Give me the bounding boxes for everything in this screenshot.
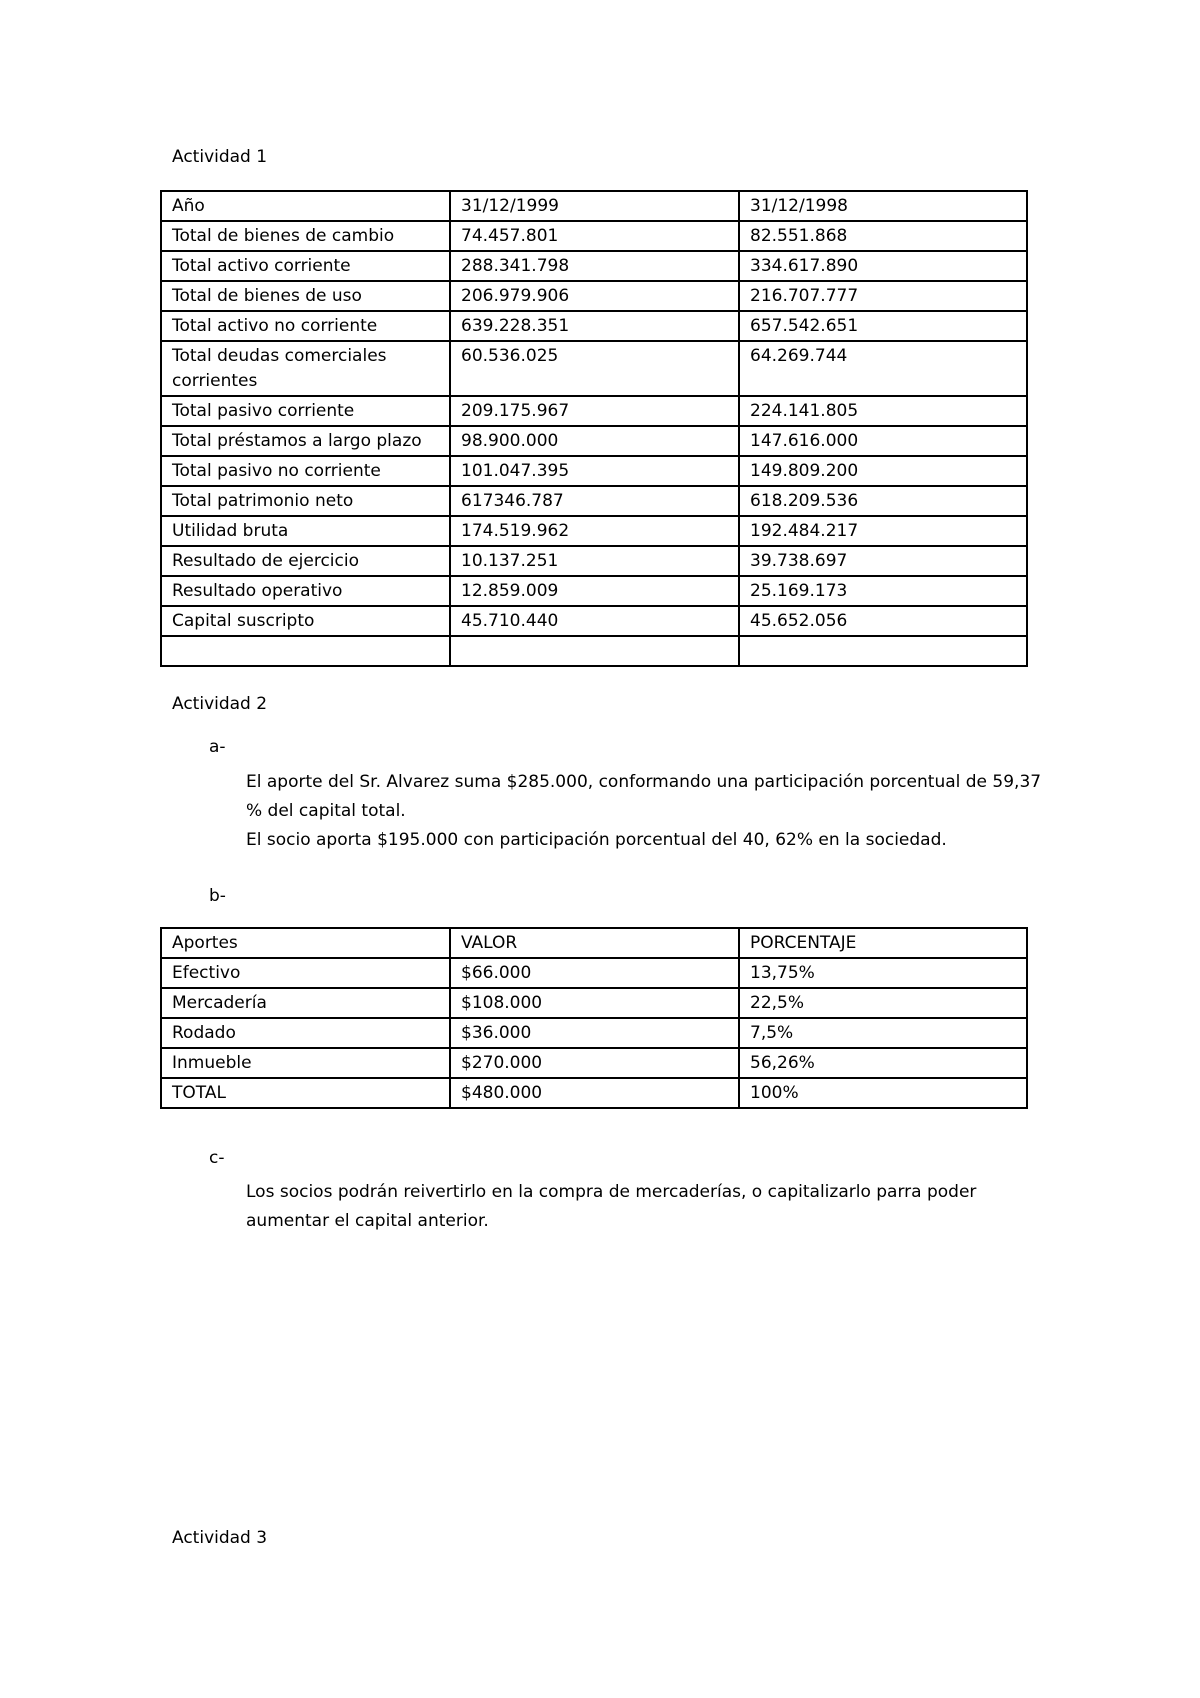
table-cell: 224.141.805 <box>739 396 1027 426</box>
table-cell <box>739 636 1027 666</box>
table-cell: Año <box>161 191 450 221</box>
table-cell: 45.652.056 <box>739 606 1027 636</box>
table-cell: 22,5% <box>739 988 1027 1018</box>
table-row <box>161 251 1027 281</box>
table-cell: 10.137.251 <box>450 546 739 576</box>
item-a-paragraph-2: El socio aporta $195.000 con participación porcentual del 40, 62% en la sociedad. <box>246 830 947 850</box>
table-row <box>161 988 1027 1018</box>
table-cell: 657.542.651 <box>739 311 1027 341</box>
table-cell: Utilidad bruta <box>161 516 450 546</box>
table-cell: Total pasivo corriente <box>161 396 450 426</box>
table-row <box>161 486 1027 516</box>
table-cell: Total activo corriente <box>161 251 450 281</box>
table-cell: 13,75% <box>739 958 1027 988</box>
actividad2-heading: Actividad 2 <box>172 694 268 714</box>
table-cell: 74.457.801 <box>450 221 739 251</box>
table-cell: $108.000 <box>450 988 739 1018</box>
table-cell: Total patrimonio neto <box>161 486 450 516</box>
table-row <box>161 281 1027 311</box>
table-cell: 56,26% <box>739 1048 1027 1078</box>
table-cell: 12.859.009 <box>450 576 739 606</box>
table-cell: $480.000 <box>450 1078 739 1108</box>
table-cell: 100% <box>739 1078 1027 1108</box>
table-cell: Inmueble <box>161 1048 450 1078</box>
table-row <box>161 958 1027 988</box>
table-cell: Aportes <box>161 928 450 958</box>
table-cell: Resultado operativo <box>161 576 450 606</box>
table-cell: 39.738.697 <box>739 546 1027 576</box>
actividad3-heading: Actividad 3 <box>172 1528 268 1548</box>
table-cell: Total deudas comerciales corrientes <box>161 341 450 396</box>
table-cell: TOTAL <box>161 1078 450 1108</box>
table-cell: Total préstamos a largo plazo <box>161 426 450 456</box>
table-cell: Capital suscripto <box>161 606 450 636</box>
table-cell: Total de bienes de uso <box>161 281 450 311</box>
table-row <box>161 576 1027 606</box>
table-cell: 209.175.967 <box>450 396 739 426</box>
table-cell: 206.979.906 <box>450 281 739 311</box>
table-cell: Total de bienes de cambio <box>161 221 450 251</box>
table-cell: 147.616.000 <box>739 426 1027 456</box>
item-c-paragraph: Los socios podrán reivertirlo en la compra de mercaderías, o capitalizarlo parra poder aumentar el capital anterior. <box>246 1182 977 1231</box>
table-cell <box>450 636 739 666</box>
table-cell: 60.536.025 <box>450 341 739 396</box>
table-cell: 149.809.200 <box>739 456 1027 486</box>
table-row <box>161 311 1027 341</box>
table-row <box>161 191 1027 221</box>
table-cell: 639.228.351 <box>450 311 739 341</box>
table-cell: 216.707.777 <box>739 281 1027 311</box>
table-cell <box>161 636 450 666</box>
table-row <box>161 928 1027 958</box>
table-cell: Rodado <box>161 1018 450 1048</box>
table-cell: $270.000 <box>450 1048 739 1078</box>
aportes-table <box>160 927 1028 1109</box>
table-cell: $36.000 <box>450 1018 739 1048</box>
item-a-label: a- <box>209 737 226 757</box>
table-row <box>161 606 1027 636</box>
table-cell: 174.519.962 <box>450 516 739 546</box>
table-row <box>161 1018 1027 1048</box>
table-cell: 618.209.536 <box>739 486 1027 516</box>
table-cell: 98.900.000 <box>450 426 739 456</box>
table-row <box>161 426 1027 456</box>
item-b-label: b- <box>209 886 226 906</box>
table-cell: 101.047.395 <box>450 456 739 486</box>
table-cell: Efectivo <box>161 958 450 988</box>
table-cell: PORCENTAJE <box>739 928 1027 958</box>
table-row <box>161 516 1027 546</box>
table-cell: 192.484.217 <box>739 516 1027 546</box>
item-c-label: c- <box>209 1148 225 1168</box>
actividad1-heading: Actividad 1 <box>172 147 268 167</box>
table-cell: 7,5% <box>739 1018 1027 1048</box>
table-row <box>161 221 1027 251</box>
table-cell: $66.000 <box>450 958 739 988</box>
item-a-paragraph-1: El aporte del Sr. Alvarez suma $285.000, conformando una participación porcentual de 59,37 % del capital total. <box>246 772 1042 821</box>
table-row <box>161 546 1027 576</box>
table-cell: 617346.787 <box>450 486 739 516</box>
table-cell: 45.710.440 <box>450 606 739 636</box>
table-row <box>161 341 1027 396</box>
table-cell: 334.617.890 <box>739 251 1027 281</box>
table-cell: 25.169.173 <box>739 576 1027 606</box>
table-row <box>161 636 1027 666</box>
table-cell: VALOR <box>450 928 739 958</box>
table-cell: Mercadería <box>161 988 450 1018</box>
table-row <box>161 1048 1027 1078</box>
table-row <box>161 456 1027 486</box>
table-cell: 288.341.798 <box>450 251 739 281</box>
table-cell: 31/12/1999 <box>450 191 739 221</box>
table-cell: 31/12/1998 <box>739 191 1027 221</box>
table-cell: Total activo no corriente <box>161 311 450 341</box>
table-cell: 82.551.868 <box>739 221 1027 251</box>
table-cell: Resultado de ejercicio <box>161 546 450 576</box>
table-cell: 64.269.744 <box>739 341 1027 396</box>
actividad1-table <box>160 190 1028 667</box>
table-row <box>161 1078 1027 1108</box>
table-row <box>161 396 1027 426</box>
table-cell: Total pasivo no corriente <box>161 456 450 486</box>
